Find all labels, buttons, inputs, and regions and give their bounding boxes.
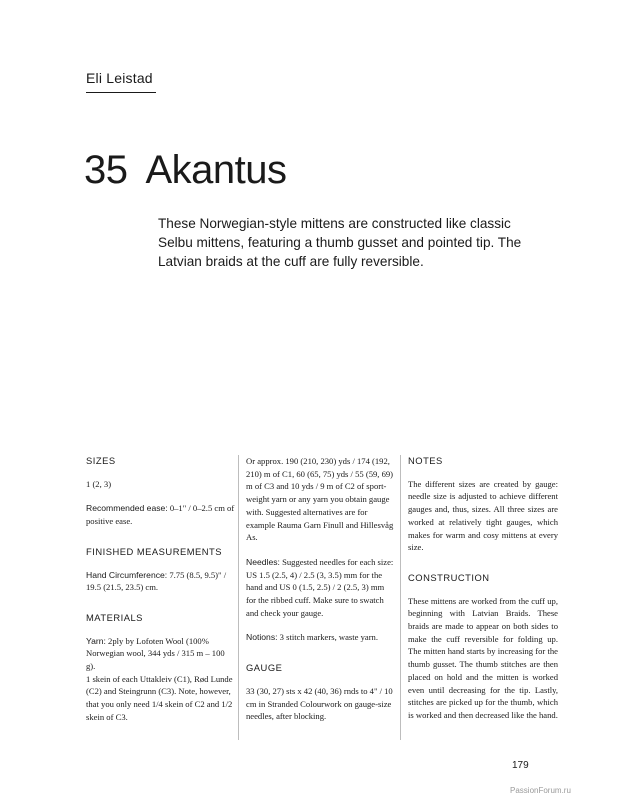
column-left: [86, 455, 236, 724]
ease-label: Recommended ease:: [86, 503, 168, 514]
construction-heading: CONSTRUCTION: [408, 571, 490, 583]
notes-heading: NOTES: [408, 455, 443, 466]
intro-paragraph: These Norwegian-style mittens are constructed like classic Selbu mittens, featuring a thumb gusset and pointed tip. The Latvian braids at the cuff are fully reversible.: [158, 216, 522, 269]
ease-text: 0–1" / 0–2.5 cm of positive ease.: [86, 503, 235, 527]
pattern-number: 35: [84, 148, 128, 192]
column-right: [408, 455, 558, 722]
pattern-name: Akantus: [145, 148, 287, 192]
column-divider-2: [400, 455, 401, 740]
page-number: 179: [512, 760, 529, 771]
notions-text: 3 stitch markers, waste yarn.: [277, 632, 379, 643]
sizes-heading: SIZES: [86, 455, 116, 466]
gauge-text: 33 (30, 27) sts x 42 (40, 36) rnds to 4" / 10 cm in Stranded Colourwork on gauge-size needles, after blocking.: [246, 685, 393, 722]
skeins-paragraph: 1 skein of each Uttakleiv (C1), Rød Lunde (C2) and Steingrunn (C3). Note, however, that you only need 1/4 skein of C2 and 1/2 skein of C3.: [86, 673, 233, 722]
column-divider-1: [238, 455, 239, 740]
construction-text: These mittens are worked from the cuff up, beginning with Latvian Braids. These braids are made to appear on both sides to make the cuff reversible for folding up. The mitten hand starts by increasing for the thumb gusset. The thumb stitches are then placed on hold and the mitten is worked even until decreasing for the tip. Lastly, stitches are picked up for the thumb, which is worked and then decreased like the hand.: [408, 595, 558, 720]
ease-paragraph: [86, 502, 236, 527]
yarn-alternatives: Or approx. 190 (210, 230) yds / 174 (192, 210) m of C1, 60 (65, 75) yds / 55 (59, 69) m of C3 and 10 yds / 9 m of C2 of sport-weight yarn or any yarn you obtain gauge with. Suggested alternatives are for example Rauma Garn Finull and Hillesvåg As.: [246, 456, 394, 543]
sizes-values: 1 (2, 3): [86, 478, 112, 489]
column-middle: [246, 455, 396, 723]
notes-text: The different sizes are created by gauge: needle size is adjusted to achieve different gauges and, thus, sizes. All three sizes are worked at relatively tight gauges, which makes for warm and cosy mittens at every size.: [408, 478, 558, 553]
author-name: Eli Leistad: [86, 70, 153, 86]
notions-paragraph: [246, 631, 396, 644]
yarn-paragraph: [86, 635, 236, 673]
finished-heading: FINISHED MEASUREMENTS: [86, 545, 223, 557]
author-underline: [86, 92, 156, 93]
finished-paragraph: [86, 569, 236, 594]
materials-heading: MATERIALS: [86, 611, 143, 623]
watermark: PassionForum.ru: [510, 786, 571, 795]
needles-paragraph: [246, 556, 396, 620]
notions-label: Notions:: [246, 632, 278, 643]
pattern-title: [84, 148, 287, 193]
finished-label: Hand Circumference:: [86, 569, 168, 580]
gauge-heading: GAUGE: [246, 662, 283, 674]
needles-text: Suggested needles for each size: US 1.5 (2.5, 4) / 2.5 (3, 3.5) mm for the hand and US 0 (1.5, 2.5) / 2 (2.5, 3) mm for the ribbed cuff. Make sure to swatch and check your gauge.: [246, 556, 394, 618]
finished-text: 7.75 (8.5, 9.5)" / 19.5 (21.5, 23.5) cm.: [86, 569, 227, 593]
yarn-text: 2ply by Lofoten Wool (100% Norwegian wool, 344 yds / 315 m – 100 g).: [86, 635, 225, 672]
needles-label: Needles:: [246, 556, 280, 567]
yarn-label: Yarn:: [86, 635, 106, 646]
